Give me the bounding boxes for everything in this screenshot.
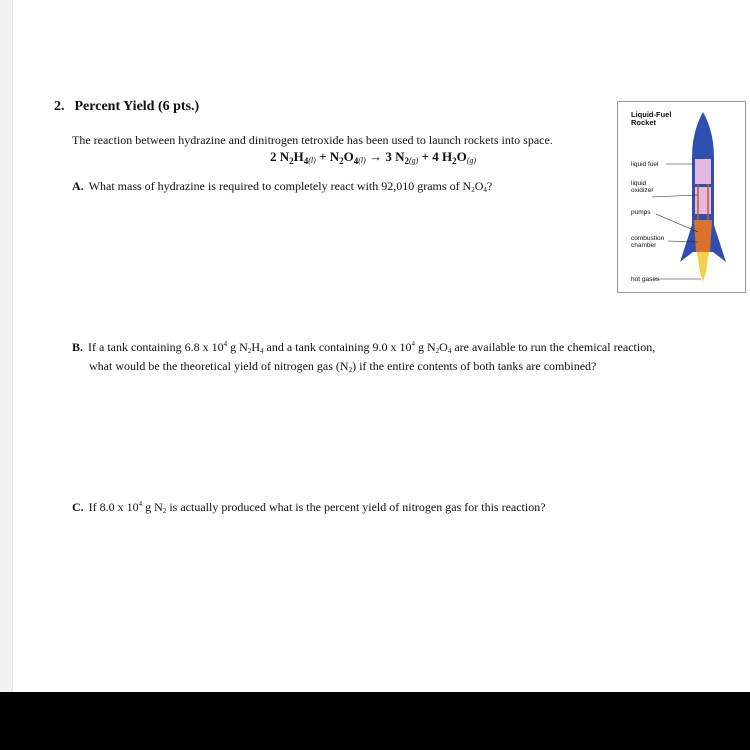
part-b-question: B. If a tank containing 6.8 x $10^4$ g $N_2H_4$ and a tank containing 9.0 x $10^4$ g $N_2O_4$ are available to run the chemical reaction, what would be the theoretical yield of nitrogen gas $(N_2)$ if the entire contents of both tanks are combined? (72, 340, 656, 374)
question-number: 2. (54, 99, 65, 114)
label-combustion-chamber: combustion chamber (631, 235, 665, 249)
label-liquid-fuel: liquid fuel (631, 161, 659, 168)
combustion-chamber (694, 220, 712, 252)
figure-title: Liquid-Fuel Rocket (631, 110, 672, 127)
question-title: Percent Yield (6 pts.) (74, 99, 200, 114)
fuel-tank (695, 159, 711, 184)
part-c-question: C. If 8.0 x $10^4$ g $N_2$ is actually produced what is the percent yield of nitrogen gas for this reaction? (72, 500, 546, 515)
label-hot-gases: hot gases (631, 276, 660, 283)
hot-gases-exhaust (697, 252, 709, 282)
label-liquid-oxidizer: liquid oxidizer (631, 180, 654, 194)
rocket-illustration (618, 102, 745, 292)
rocket-right-fin (713, 222, 726, 262)
question-intro: The reaction between hydrazine and dinitrogen tetroxide has been used to launch rockets into space. (72, 133, 553, 147)
chemical-equation: 2 $N_2H_{4(l)} + N_2O_{4(l)} \to 3$ $N_{2(g)} + 4$ $H_2O_{(g)}$ (270, 149, 477, 166)
part-a-question: A. What mass of hydrazine is required to completely react with 92,010 grams of $N_2O_4$? (72, 179, 493, 194)
label-pumps: pumps (631, 209, 651, 216)
liquid-fuel-rocket-figure (617, 101, 746, 293)
question-heading (54, 99, 199, 115)
page-left-edge (0, 0, 13, 692)
